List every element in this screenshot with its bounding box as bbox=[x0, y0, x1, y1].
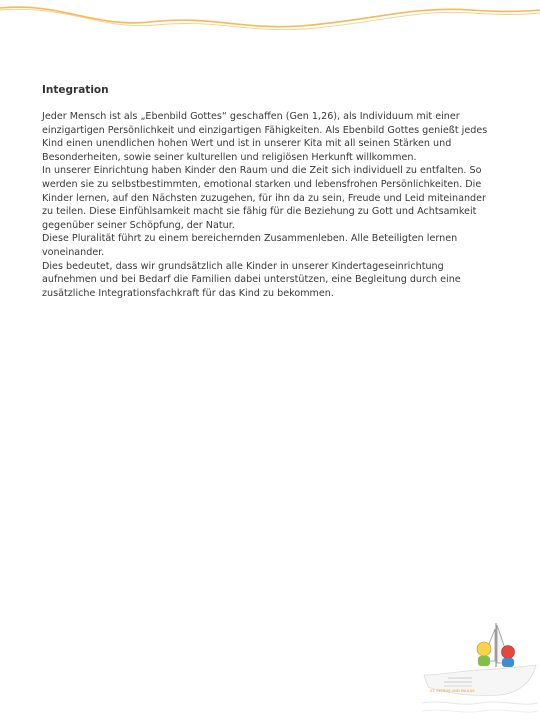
paragraph: In unserer Einrichtung haben Kinder den Raum und die Zeit sich individuell zu entfalten. So werden sie zu selbstbestimmten, emotional starken und lebensfrohen Persönlichkeiten. Die Kinder lernen, auf den Nächsten zuzugehen, für ihn da zu sein, Freude und Leid miteinander zu teilen. Diese Einfühlsamkeit macht sie fähig für die Beziehung zu Gott und Achtsamkeit gegenüber seiner Schöpfung, der Natur. bbox=[42, 165, 486, 231]
kita-logo bbox=[420, 615, 540, 720]
paragraph: Diese Pluralität führt zu einem bereichernden Zusammenleben. Alle Beteiligten lernen voneinander. bbox=[42, 233, 458, 258]
paragraph: Jeder Mensch ist als „Ebenbild Gottes“ geschaffen (Gen 1,26), als Individuum mit einer einzigartigen Persönlichkeit und einzigartigen Fähigkeiten. Als Ebenbild Gottes genießt jedes Kind einen unendlichen hohen Wert und ist in unserer Kita mit all seinen Stärken und Besonderheiten, sowie seiner kulturellen und religiösen Herkunft willkommen. bbox=[42, 111, 488, 163]
paragraph: Dies bedeutet, dass wir grundsätzlich alle Kinder in unserer Kindertageseinrichtung aufnehmen und bei Bedarf die Familien dabei unterstützen, eine Begleitung durch eine zusätzliche Integrationsfachkraft für das Kind zu bekommen. bbox=[42, 260, 461, 299]
svg-text:ST. PETRUS UND PAULUS: ST. PETRUS UND PAULUS bbox=[430, 689, 475, 693]
section-heading: Integration bbox=[42, 84, 109, 96]
document-body bbox=[42, 84, 492, 300]
decorative-top-wave bbox=[0, 0, 540, 40]
